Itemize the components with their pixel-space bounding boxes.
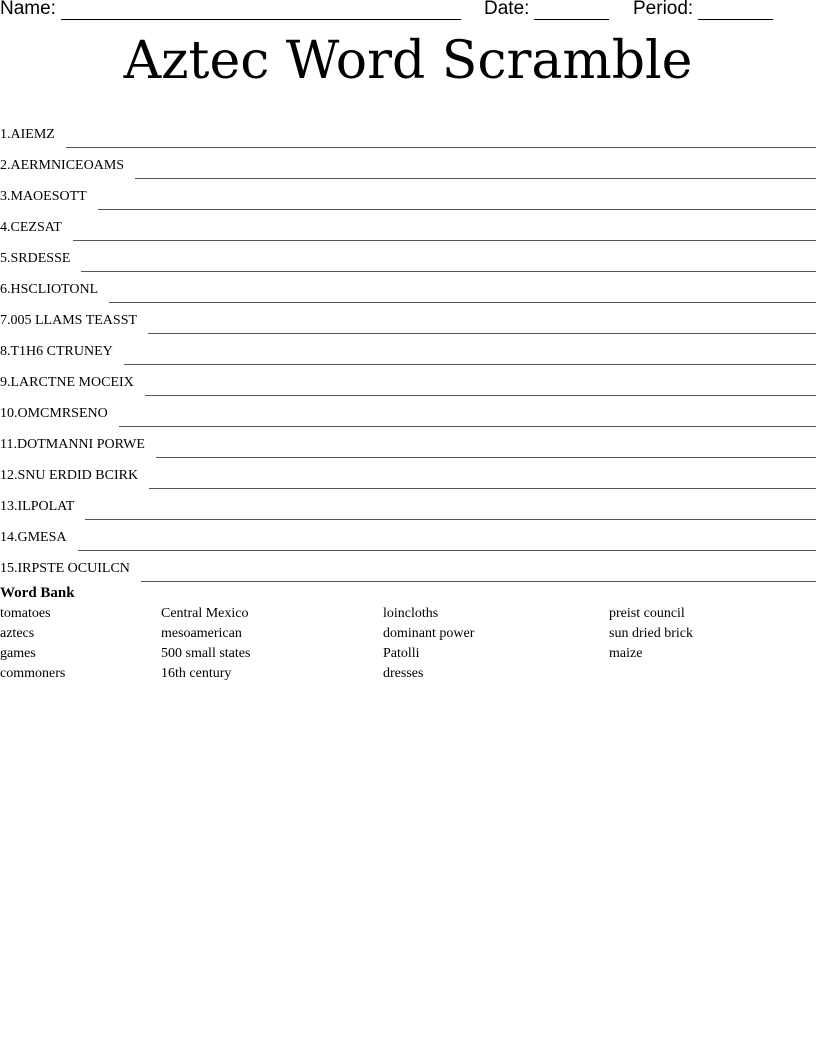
word-bank xyxy=(0,584,816,681)
word-bank-item: aztecs xyxy=(0,626,35,641)
word-bank-item: tomatoes xyxy=(0,606,51,621)
name-field[interactable] xyxy=(0,0,461,20)
answer-blank-line[interactable] xyxy=(149,474,816,489)
item-number: 2. xyxy=(0,158,11,173)
scrambled-word: MAOESOTT xyxy=(10,189,87,204)
word-bank-column xyxy=(161,604,250,684)
item-number: 15. xyxy=(0,561,18,576)
scrambled-word: SNU ERDID BCIRK xyxy=(17,468,139,483)
item-number: 1. xyxy=(0,127,11,142)
answer-blank-line[interactable] xyxy=(66,133,816,148)
page-title: Aztec Word Scramble xyxy=(123,31,693,91)
word-bank-item: Central Mexico xyxy=(161,606,249,621)
answer-blank-line[interactable] xyxy=(119,412,816,427)
scramble-item xyxy=(0,112,816,143)
answer-blank-line[interactable] xyxy=(78,536,816,551)
student-info-header xyxy=(0,0,816,24)
word-bank-item: preist council xyxy=(609,606,685,621)
word-bank-item: Patolli xyxy=(383,646,420,661)
word-bank-item: dominant power xyxy=(383,626,475,641)
word-bank-column xyxy=(609,604,693,664)
word-bank-column xyxy=(383,604,474,684)
scrambled-word: AERMNICEOAMS xyxy=(10,158,125,173)
word-bank-item: games xyxy=(0,646,36,661)
item-number: 4. xyxy=(0,220,11,235)
item-number: 10. xyxy=(0,406,18,421)
item-number: 3. xyxy=(0,189,11,204)
date-label: Date: xyxy=(484,0,530,19)
answer-blank-line[interactable] xyxy=(135,164,816,179)
name-blank-line[interactable] xyxy=(61,1,461,20)
answer-blank-line[interactable] xyxy=(124,350,816,365)
scrambled-word: SRDESSE xyxy=(10,251,71,266)
word-bank-title: Word Bank xyxy=(0,585,75,601)
item-number: 5. xyxy=(0,251,11,266)
scrambled-word: GMESA xyxy=(17,530,67,545)
scrambled-word: AIEMZ xyxy=(10,127,55,142)
answer-blank-line[interactable] xyxy=(81,257,816,272)
scrambled-word: HSCLIOTONL xyxy=(10,282,99,297)
item-number: 13. xyxy=(0,499,18,514)
period-field[interactable] xyxy=(633,0,773,20)
answer-blank-line[interactable] xyxy=(141,567,816,582)
scrambled-word: LARCTNE MOCEIX xyxy=(10,375,134,390)
answer-blank-line[interactable] xyxy=(145,381,816,396)
answer-blank-line[interactable] xyxy=(148,319,816,334)
word-bank-item: maize xyxy=(609,646,643,661)
item-number: 11. xyxy=(0,437,17,452)
answer-blank-line[interactable] xyxy=(85,505,816,520)
scrambled-word: DOTMANNI PORWE xyxy=(16,437,145,452)
scrambled-word: ILPOLAT xyxy=(17,499,75,514)
word-bank-item: mesoamerican xyxy=(161,626,242,641)
period-blank-line[interactable] xyxy=(698,1,773,20)
word-bank-item: sun dried brick xyxy=(609,626,693,641)
answer-blank-line[interactable] xyxy=(109,288,816,303)
scramble-list xyxy=(0,112,816,577)
scrambled-word: T1H6 CTRUNEY xyxy=(10,344,113,359)
period-label: Period: xyxy=(633,0,694,19)
item-number: 14. xyxy=(0,530,18,545)
item-number: 12. xyxy=(0,468,18,483)
word-bank-item: commoners xyxy=(0,666,66,681)
date-blank-line[interactable] xyxy=(534,1,609,20)
word-bank-item: dresses xyxy=(383,666,424,681)
word-bank-item: loincloths xyxy=(383,606,439,621)
scrambled-word: CEZSAT xyxy=(10,220,62,235)
scrambled-word: OMCMRSENO xyxy=(17,406,108,421)
item-number: 7. xyxy=(0,313,11,328)
answer-blank-line[interactable] xyxy=(156,443,816,458)
word-bank-item: 500 small states xyxy=(161,646,251,661)
name-label: Name: xyxy=(0,0,56,19)
item-number: 8. xyxy=(0,344,11,359)
answer-blank-line[interactable] xyxy=(98,195,816,210)
date-field[interactable] xyxy=(484,0,609,20)
word-bank-column xyxy=(0,604,65,684)
scrambled-word: 005 LLAMS TEASST xyxy=(10,313,138,328)
word-bank-item: 16th century xyxy=(161,666,232,681)
scrambled-word: IRPSTE OCUILCN xyxy=(17,561,130,576)
item-number: 9. xyxy=(0,375,11,390)
answer-blank-line[interactable] xyxy=(73,226,816,241)
item-number: 6. xyxy=(0,282,11,297)
